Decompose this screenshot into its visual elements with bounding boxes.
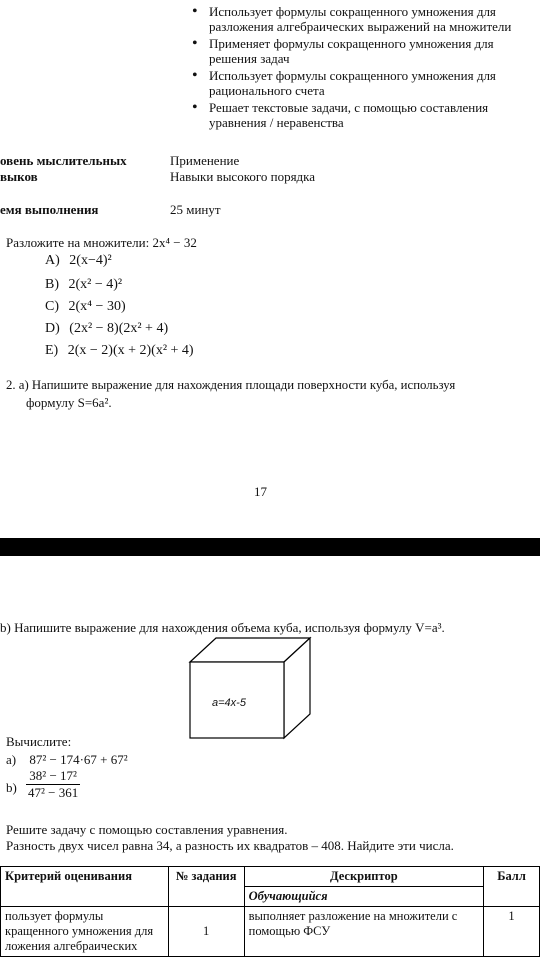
task1-expression: 2x⁴ − 32 xyxy=(152,235,197,250)
row-number: 1 xyxy=(168,907,244,957)
thinking-level-value-1: Применение xyxy=(170,153,240,168)
option-a xyxy=(45,253,112,269)
task1-prompt-text: Разложите на множители: xyxy=(6,235,150,250)
fraction-numerator: 38² − 17² xyxy=(26,768,80,785)
objective-item: • Применяет формулы сокращенного умножения для решения задач xyxy=(192,36,540,66)
objective-item: • Использует формулы сокращенного умножения для рационального счета xyxy=(192,68,540,98)
cube-label: a=4x-5 xyxy=(212,697,246,709)
task3-a xyxy=(6,752,128,768)
row-criterion: пользует формулы кращенного умножения для ложения алгебраических xyxy=(1,907,169,957)
option-e xyxy=(45,343,194,359)
task3-a-letter: a) xyxy=(6,752,17,767)
option-text: 2(x − 2)(x + 2)(x² + 4) xyxy=(67,343,194,358)
header-number: № задания xyxy=(168,867,244,907)
thinking-level-label-1: овень мыслительных xyxy=(0,153,127,168)
table-header-row xyxy=(1,867,540,887)
criteria-table xyxy=(0,866,540,957)
page-number: 17 xyxy=(254,484,267,499)
task2b-text: b) Напишите выражение для нахождения объема куба, используя формулу V=a³. xyxy=(0,620,445,635)
option-b xyxy=(45,277,122,293)
task2a-line1: 2. а) Напишите выражение для нахождения площади поверхности куба, используя xyxy=(6,378,456,392)
row-score: 1 xyxy=(484,907,540,957)
option-letter: C) xyxy=(45,299,59,314)
objectives-list xyxy=(192,4,540,132)
time-value: 25 минут xyxy=(170,202,221,217)
cube-illustration xyxy=(188,636,312,740)
header-descriptor: Дескриптор xyxy=(244,867,483,887)
objective-item: • Решает текстовые задачи, с помощью составления уравнения / неравенства xyxy=(192,100,540,130)
option-letter: B) xyxy=(45,277,59,292)
task1-prompt xyxy=(6,235,197,251)
option-letter: E) xyxy=(45,343,59,358)
option-text: 2(x⁴ − 30) xyxy=(68,299,126,314)
option-c xyxy=(45,299,126,315)
header-student: Обучающийся xyxy=(244,887,483,907)
time-label: емя выполнения xyxy=(0,202,99,217)
task3-a-expression: 87² − 174·67 + 67² xyxy=(29,752,128,767)
thinking-level-label-2: выков xyxy=(0,169,38,184)
task4-line2: Разность двух чисел равна 34, а разность их квадратов – 408. Найдите эти числа. xyxy=(6,838,454,853)
page-divider xyxy=(0,538,540,556)
task2a-line2: формулу S=6a². xyxy=(26,395,112,410)
task3-b-fraction xyxy=(26,768,80,801)
option-letter: A) xyxy=(45,253,60,268)
header-criterion: Критерий оценивания xyxy=(1,867,169,907)
task3-b-letter: b) xyxy=(6,780,17,795)
thinking-level-value-2: Навыки высокого порядка xyxy=(170,169,316,184)
task3-title: Вычислите: xyxy=(6,734,72,749)
option-text: 2(x² − 4)² xyxy=(68,277,123,292)
row-descriptor: выполняет разложение на множители с помощью ФСУ xyxy=(244,907,483,957)
task4-line1: Решите задачу с помощью составления уравнения. xyxy=(6,822,288,837)
option-text: (2x² − 8)(2x² + 4) xyxy=(69,321,169,336)
option-d xyxy=(45,321,168,337)
header-score: Балл xyxy=(484,867,540,907)
fraction-denominator: 47² − 361 xyxy=(28,785,79,800)
objective-item: • Использует формулы сокращенного умножения для разложения алгебраических выражений на множители xyxy=(192,4,540,34)
option-text: 2(x−4)² xyxy=(69,253,112,268)
table-row xyxy=(1,907,540,957)
option-letter: D) xyxy=(45,321,60,336)
